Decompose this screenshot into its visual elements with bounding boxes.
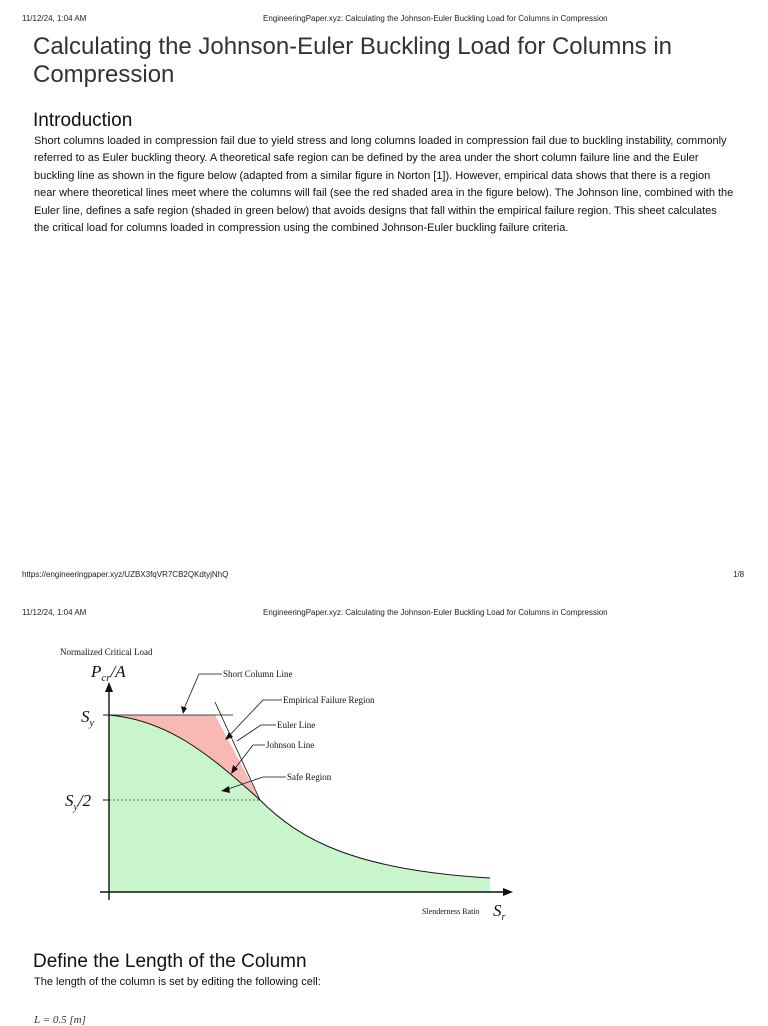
print-footer-url: https://engineeringpaper.xyz/UZBX3fqVR7CB2QKdtyjNhQ — [22, 570, 229, 579]
print-footer-page: 1/8 — [733, 570, 745, 579]
x-axis-caption: Slenderness Ratio — [422, 907, 480, 916]
sy-label: $S_y$ — [81, 707, 94, 729]
print-header-datetime-2: 11/12/24, 1:04 AM — [22, 608, 87, 617]
callout-empirical-failure-region: Empirical Failure Region — [283, 695, 375, 705]
x-axis-symbol: $S_r$ — [493, 901, 506, 923]
johnson-euler-figure — [55, 640, 525, 925]
callout-safe-region: Safe Region — [287, 772, 332, 782]
callout-johnson-line: Johnson Line — [266, 740, 315, 750]
print-header-datetime: 11/12/24, 1:04 AM — [22, 14, 87, 23]
section-heading-column-length: Define the Length of the Column — [33, 951, 307, 972]
print-header-title: EngineeringPaper.xyz: Calculating the Johnson-Euler Buckling Load for Columns in Compression — [263, 14, 608, 23]
callout-arrowhead-short-column — [181, 706, 187, 714]
y-axis-symbol: $P_{cr}/A$ — [91, 662, 126, 684]
callout-short-column-line: Short Column Line — [223, 669, 293, 679]
sy-half-label: $S_y/2$ — [65, 791, 92, 813]
page-title: Calculating the Johnson-Euler Buckling Load for Columns in Compression — [33, 33, 673, 88]
callout-leader-empirical — [227, 700, 282, 738]
intro-paragraph: Short columns loaded in compression fail due to yield stress and long columns loaded in compression fail due to buckling instability, commonly referred to as Euler buckling theory. A theoretical safe region can be defined by the area under the short column failure line and the Euler buckling line as shown in the figure below (adapted from a similar figure in Norton [1]). However, empirical data shows that there is a region near where theoretical lines meet where the columns will fail (see the red shaded area in the figure below). The Johnson line, combined with the Euler line, defines a safe region (shaded in green below) that avoids designs that fall within the empirical failure region. This sheet calculates the critical load for columns loaded in compression using the combined Johnson-Euler buckling failure criteria. — [34, 135, 734, 235]
section-text-column-length: The length of the column is set by editing the following cell: — [34, 976, 321, 988]
callout-euler-line: Euler Line — [277, 720, 316, 730]
intro-heading: Introduction — [33, 110, 133, 131]
column-length-math-cell[interactable]: L = 0.5 [m] — [34, 1014, 86, 1026]
print-header-title-2: EngineeringPaper.xyz: Calculating the Johnson-Euler Buckling Load for Columns in Compression — [263, 608, 608, 617]
x-axis-arrowhead — [503, 888, 513, 896]
callout-leader-euler — [237, 725, 276, 741]
y-axis-caption: Normalized Critical Load — [60, 647, 153, 657]
